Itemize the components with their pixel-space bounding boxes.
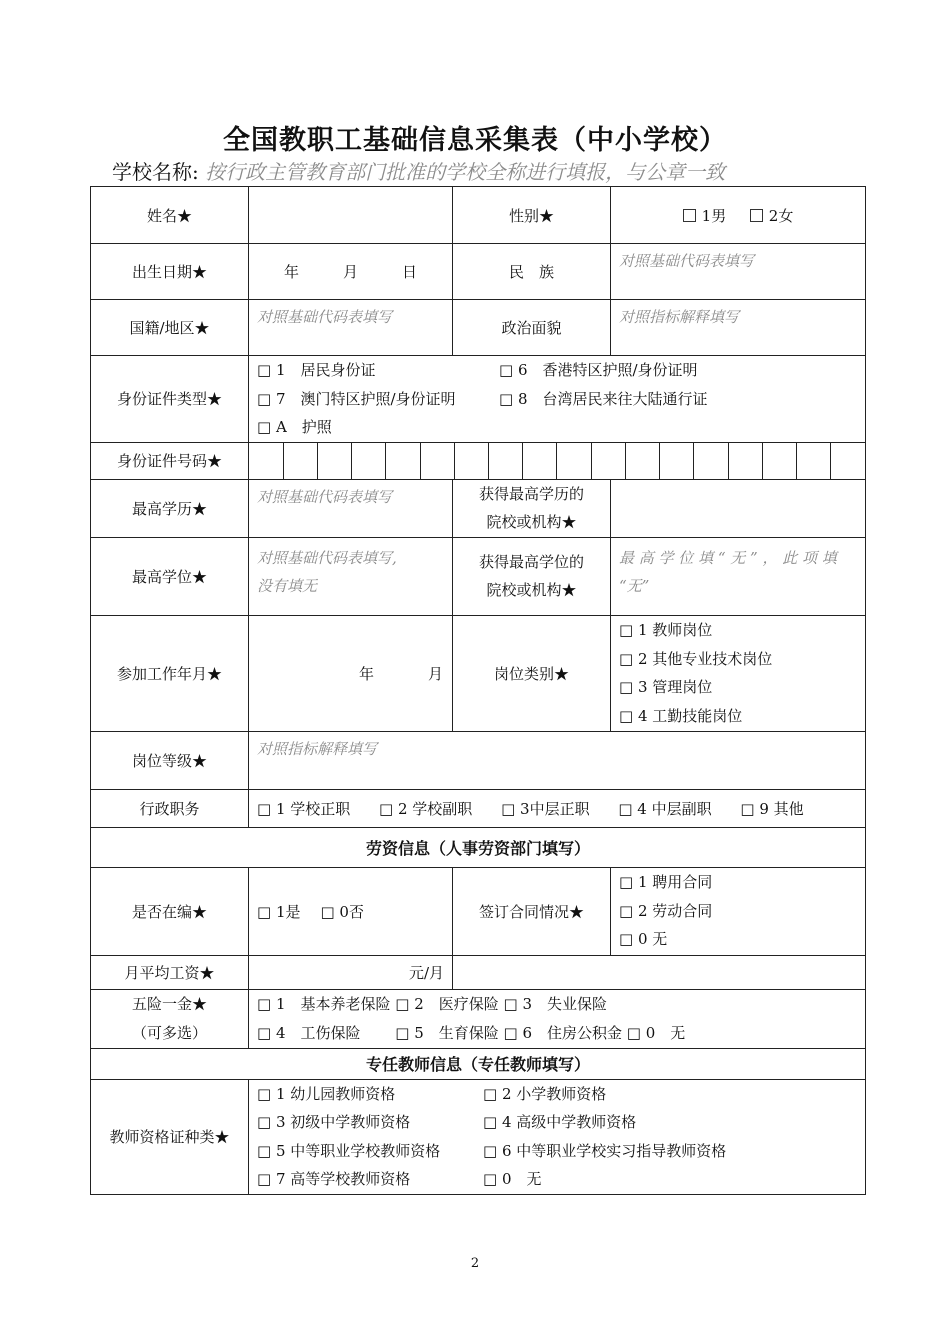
id-digit-cell[interactable] — [660, 443, 694, 479]
nationality-field[interactable]: 对照基础代码表填写 — [249, 300, 453, 356]
cert-option-4[interactable]: □ 4 高级中学教师资格 — [483, 1113, 637, 1131]
id-digit-cell[interactable] — [523, 443, 557, 479]
checkbox-icon — [750, 209, 763, 222]
birth-date-label: 出生日期★ — [91, 244, 249, 300]
id-digit-cell[interactable] — [249, 443, 283, 479]
degree-institution-field[interactable]: 最 高 学 位 填 “ 无 ” ， 此 项 填 “无” — [611, 537, 866, 615]
cert-option-1[interactable]: □ 1 幼儿园教师资格 — [257, 1084, 396, 1103]
gender-label: 性别★ — [453, 187, 611, 244]
contract-label: 签订合同情况★ — [453, 867, 611, 955]
page-number: 2 — [470, 1256, 480, 1271]
on-staff-yes[interactable]: □ 1是 — [257, 902, 301, 921]
post-option-3[interactable]: □ 3 管理岗位 — [619, 678, 713, 696]
insurance-options-line-2[interactable]: □ 4 工伤保险 □ 5 生育保险 □ 6 住房公积金 □ 0 无 — [257, 1023, 686, 1042]
name-label: 姓名★ — [91, 187, 249, 244]
checkbox-icon — [683, 209, 696, 222]
cert-option-5[interactable]: □ 5 中等职业学校教师资格 — [257, 1141, 441, 1160]
info-form-table — [90, 186, 866, 1195]
ethnicity-label: 民 族 — [453, 244, 611, 300]
on-staff-options — [249, 867, 453, 955]
salary-blank — [453, 955, 866, 989]
teacher-section-header: 专任教师信息（专任教师填写） — [91, 1048, 866, 1079]
political-status-label: 政治面貌 — [453, 300, 611, 356]
id-digit-cell[interactable] — [352, 443, 386, 479]
id-type-options — [249, 356, 866, 443]
admin-option-3[interactable]: □ 3中层正职 — [501, 799, 590, 818]
contract-option-0[interactable]: □ 0 无 — [619, 930, 668, 949]
id-digit-cell[interactable] — [694, 443, 728, 479]
on-staff-label: 是否在编★ — [91, 867, 249, 955]
id-type-option-a[interactable]: □ A 护照 — [257, 418, 332, 436]
highest-education-field[interactable]: 对照基础代码表填写 — [249, 479, 453, 537]
admin-option-9[interactable]: □ 9 其他 — [740, 799, 804, 818]
id-digit-cell[interactable] — [489, 443, 523, 479]
id-digit-cell[interactable] — [728, 443, 762, 479]
id-digit-cell[interactable] — [797, 443, 831, 479]
education-institution-label: 获得最高学历的 院校或机构★ — [453, 479, 611, 537]
id-digit-cell[interactable] — [625, 443, 659, 479]
degree-institution-label: 获得最高学位的 院校或机构★ — [453, 537, 611, 615]
salary-unit: 元/月 — [408, 963, 444, 982]
work-start-label: 参加工作年月★ — [91, 615, 249, 731]
school-name-hint[interactable]: 按行政主管教育部门批准的学校全称进行填报，与公章一致 — [205, 160, 726, 184]
highest-degree-label: 最高学位★ — [91, 537, 249, 615]
cert-option-0[interactable]: □ 0 无 — [483, 1170, 542, 1188]
gender-male-checkbox[interactable]: 1男 — [683, 207, 727, 225]
highest-education-label: 最高学历★ — [91, 479, 249, 537]
school-name-label: 学校名称: — [112, 160, 199, 184]
id-number-label: 身份证件号码★ — [91, 442, 249, 479]
id-digit-cell[interactable] — [557, 443, 591, 479]
gender-female-checkbox[interactable]: 2女 — [750, 207, 794, 225]
id-type-option-1[interactable]: □ 1 居民身份证 — [257, 361, 376, 379]
id-digit-cell[interactable] — [386, 443, 420, 479]
post-option-1[interactable]: □ 1 教师岗位 — [619, 621, 713, 639]
ethnicity-field[interactable]: 对照基础代码表填写 — [611, 244, 866, 300]
id-digit-cell[interactable] — [591, 443, 625, 479]
post-category-label: 岗位类别★ — [453, 615, 611, 731]
admin-option-2[interactable]: □ 2 学校副职 — [379, 799, 473, 818]
salary-field[interactable] — [249, 955, 453, 989]
cert-option-2[interactable]: □ 2 小学教师资格 — [483, 1084, 607, 1103]
labor-section-header: 劳资信息（人事劳资部门填写） — [91, 827, 866, 867]
teacher-cert-label: 教师资格证种类★ — [91, 1079, 249, 1194]
id-type-option-7[interactable]: □ 7 澳门特区护照/身份证明 — [257, 389, 456, 408]
on-staff-no[interactable]: □ 0否 — [320, 902, 364, 921]
id-digit-cell[interactable] — [831, 443, 865, 479]
cert-option-7[interactable]: □ 7 高等学校教师资格 — [257, 1170, 411, 1188]
admin-option-4[interactable]: □ 4 中层副职 — [618, 799, 712, 818]
gender-options — [611, 187, 866, 244]
name-field[interactable] — [249, 187, 453, 244]
id-type-option-8[interactable]: □ 8 台湾居民来往大陆通行证 — [499, 389, 708, 408]
birth-date-field[interactable]: 年 月 日 — [249, 244, 453, 300]
admin-position-label: 行政职务 — [91, 789, 249, 827]
admin-position-options — [249, 789, 866, 827]
post-option-4[interactable]: □ 4 工勤技能岗位 — [619, 706, 743, 725]
cert-option-6[interactable]: □ 6 中等职业学校实习指导教师资格 — [483, 1141, 727, 1160]
highest-degree-field[interactable]: 对照基础代码表填写, 没有填无 — [249, 537, 453, 615]
id-digit-cell[interactable] — [454, 443, 488, 479]
political-status-field[interactable]: 对照指标解释填写 — [611, 300, 866, 356]
id-type-label: 身份证件类型★ — [91, 356, 249, 443]
post-category-options — [611, 615, 866, 731]
education-institution-field[interactable] — [611, 479, 866, 537]
id-digit-cell[interactable] — [283, 443, 317, 479]
post-option-2[interactable]: □ 2 其他专业技术岗位 — [619, 649, 773, 668]
id-number-grid — [249, 442, 866, 479]
contract-options — [611, 867, 866, 955]
id-digit-cell[interactable] — [317, 443, 351, 479]
cert-option-3[interactable]: □ 3 初级中学教师资格 — [257, 1113, 411, 1131]
form-title: 全国教职工基础信息采集表（中小学校） — [223, 125, 727, 156]
post-grade-label: 岗位等级★ — [91, 731, 249, 789]
teacher-cert-options — [249, 1079, 866, 1194]
post-grade-field[interactable]: 对照指标解释填写 — [249, 731, 866, 789]
insurance-label: 五险一金★ （可多选） — [91, 989, 249, 1048]
admin-option-1[interactable]: □ 1 学校正职 — [257, 799, 351, 818]
id-digit-cell[interactable] — [420, 443, 454, 479]
school-name-line — [112, 156, 725, 185]
id-type-option-6[interactable]: □ 6 香港特区护照/身份证明 — [499, 361, 698, 379]
insurance-options-line-1[interactable]: □ 1 基本养老保险 □ 2 医疗保险 □ 3 失业保险 — [257, 995, 607, 1013]
salary-label: 月平均工资★ — [91, 955, 249, 989]
insurance-options — [249, 989, 866, 1048]
work-start-field[interactable]: 年 月 — [249, 615, 453, 731]
id-digit-cell[interactable] — [762, 443, 796, 479]
nationality-label: 国籍/地区★ — [91, 300, 249, 356]
contract-option-1[interactable]: □ 1 聘用合同 — [619, 873, 713, 892]
contract-option-2[interactable]: □ 2 劳动合同 — [619, 901, 713, 920]
